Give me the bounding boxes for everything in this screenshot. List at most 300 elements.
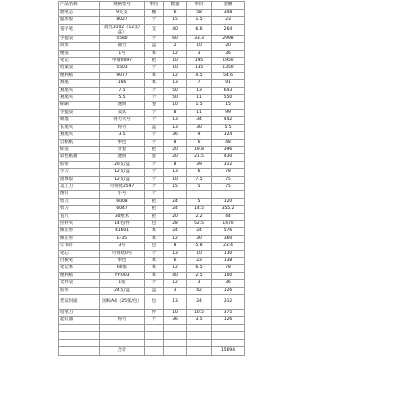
price-cell[interactable]: 52.5: [187, 220, 212, 227]
price-cell[interactable]: 58: [187, 10, 212, 17]
unit-cell[interactable]: 本: [145, 50, 164, 57]
empty-cell[interactable]: [164, 339, 187, 346]
name-cell[interactable]: 拉杆夹: [59, 220, 100, 227]
empty-cell: [245, 265, 300, 272]
empty-cell: [245, 139, 300, 146]
name-cell[interactable]: 燕尾: [59, 80, 100, 87]
unit-cell[interactable]: 本: [145, 72, 164, 79]
price-cell[interactable]: 14.5: [187, 206, 212, 213]
qty-cell[interactable]: 13: [164, 295, 187, 310]
amount-cell[interactable]: 78: [212, 169, 245, 176]
price-cell[interactable]: 6: [187, 169, 212, 176]
qty-cell[interactable]: 8: [164, 139, 187, 146]
empty-cell[interactable]: [59, 324, 100, 331]
amount-cell[interactable]: 355.2: [212, 206, 245, 213]
unit-cell[interactable]: 卷: [145, 102, 164, 109]
price-cell[interactable]: 2.5: [187, 272, 212, 279]
spec-cell[interactable]: 3.5: [100, 132, 145, 139]
amount-cell[interactable]: 1950: [212, 58, 245, 65]
empty-cell[interactable]: [187, 332, 212, 339]
spec-cell[interactable]: 30厘米: [100, 213, 145, 220]
amount-cell[interactable]: 130: [212, 250, 245, 257]
name-cell[interactable]: 燕尾夹: [59, 95, 100, 102]
empty-cell[interactable]: [145, 332, 164, 339]
price-cell[interactable]: 5: [187, 198, 212, 205]
qty-cell[interactable]: [164, 191, 187, 198]
unit-cell[interactable]: 本: [145, 235, 164, 242]
amount-cell[interactable]: 75: [212, 183, 245, 190]
table-row: [59, 295, 300, 310]
amount-cell[interactable]: 312: [212, 295, 245, 310]
spec-cell[interactable]: 6008: [100, 198, 145, 205]
empty-cell[interactable]: [59, 347, 100, 356]
name-cell[interactable]: 修正带: [59, 235, 100, 242]
table-row: [59, 228, 300, 235]
name-cell[interactable]: 档案袋: [59, 65, 100, 72]
spec-cell[interactable]: 6047: [100, 206, 145, 213]
price-cell[interactable]: 3.5: [187, 317, 212, 324]
header-cell[interactable]: 产品名称: [59, 2, 100, 10]
price-cell[interactable]: 34: [187, 117, 212, 124]
price-cell[interactable]: 24: [187, 228, 212, 235]
unit-cell[interactable]: 本: [145, 228, 164, 235]
name-cell[interactable]: 长尾夹: [59, 124, 100, 131]
price-cell[interactable]: 6.5: [187, 265, 212, 272]
empty-cell: [245, 58, 300, 65]
empty-cell[interactable]: [145, 324, 164, 331]
spec-cell[interactable]: 单色: [100, 139, 145, 146]
header-cell[interactable]: 单价: [187, 2, 212, 10]
empty-cell[interactable]: [59, 332, 100, 339]
unit-cell[interactable]: 个: [145, 250, 164, 257]
qty-cell[interactable]: 20: [164, 213, 187, 220]
spec-cell[interactable]: 5503: [100, 65, 145, 72]
name-cell[interactable]: 手提袋: [59, 109, 100, 116]
empty-cell: [245, 146, 300, 153]
empty-cell: [245, 72, 300, 79]
price-cell[interactable]: 33.3: [187, 35, 212, 42]
name-cell[interactable]: 直尺: [59, 213, 100, 220]
empty-cell[interactable]: [100, 324, 145, 331]
amount-cell[interactable]: 100: [212, 272, 245, 279]
unit-cell[interactable]: 个: [145, 132, 164, 139]
amount-cell[interactable]: 442: [212, 117, 245, 124]
empty-cell[interactable]: [100, 332, 145, 339]
amount-cell[interactable]: 5.5: [212, 124, 245, 131]
qty-cell[interactable]: 8: [164, 161, 187, 168]
amount-cell[interactable]: 2998: [212, 35, 245, 42]
price-cell[interactable]: 19.8: [187, 146, 212, 153]
empty-cell[interactable]: [164, 332, 187, 339]
name-cell[interactable]: 隐形胶: [59, 17, 100, 24]
name-cell[interactable]: 美工刀: [59, 183, 100, 190]
qty-cell[interactable]: 20: [164, 146, 187, 153]
table-row: [59, 35, 300, 42]
empty-cell[interactable]: [100, 339, 145, 346]
spec-cell[interactable]: 9077: [100, 72, 145, 79]
qty-cell[interactable]: 10: [164, 65, 187, 72]
spec-cell[interactable]: 单色: [100, 258, 145, 265]
spec-cell[interactable]: 14毛/件: [100, 220, 145, 227]
price-cell[interactable]: 3: [187, 280, 212, 287]
amount-cell[interactable]: 54.6: [212, 72, 245, 79]
qty-cell[interactable]: 15: [164, 183, 187, 190]
spec-cell[interactable]: 24支/盒: [100, 287, 145, 294]
qty-cell[interactable]: 36: [164, 317, 187, 324]
unit-cell[interactable]: 本: [145, 272, 164, 279]
name-cell[interactable]: 便签: [59, 50, 100, 57]
qty-cell[interactable]: 12: [164, 50, 187, 57]
unit-cell[interactable]: 盒: [145, 287, 164, 294]
empty-cell[interactable]: [187, 347, 212, 356]
unit-cell[interactable]: 个: [145, 317, 164, 324]
total-amount[interactable]: 15694: [212, 347, 245, 356]
price-cell[interactable]: 23: [187, 258, 212, 265]
table-row: [59, 213, 300, 220]
spec-cell[interactable]: 得力: [100, 317, 145, 324]
amount-cell[interactable]: 550: [212, 95, 245, 102]
empty-cell[interactable]: [164, 324, 187, 331]
name-cell[interactable]: 标签: [59, 146, 100, 153]
amount-cell[interactable]: 396: [212, 146, 245, 153]
qty-cell[interactable]: 3: [164, 287, 187, 294]
name-cell[interactable]: 便利贴: [59, 72, 100, 79]
price-cell[interactable]: 11: [187, 95, 212, 102]
unit-cell[interactable]: 把: [145, 58, 164, 65]
amount-cell[interactable]: 15: [212, 102, 245, 109]
unit-cell[interactable]: 个: [145, 65, 164, 72]
amount-cell[interactable]: 576: [212, 228, 245, 235]
amount-cell[interactable]: 48: [212, 139, 245, 146]
unit-cell[interactable]: 套: [145, 154, 164, 161]
qty-cell[interactable]: 50: [164, 87, 187, 94]
name-cell[interactable]: 文件袋: [59, 280, 100, 287]
unit-cell[interactable]: 个: [145, 183, 164, 190]
amount-cell[interactable]: 138: [212, 258, 245, 265]
name-cell[interactable]: 手提袋: [59, 35, 100, 42]
qty-cell[interactable]: 60: [164, 35, 187, 42]
name-cell[interactable]: 胶带: [59, 161, 100, 168]
qty-cell[interactable]: 2: [164, 43, 187, 50]
name-cell[interactable]: 笔记本: [59, 265, 100, 272]
qty-cell[interactable]: 36: [164, 132, 187, 139]
qty-cell[interactable]: 13: [164, 117, 187, 124]
qty-cell[interactable]: 12: [164, 235, 187, 242]
name-cell[interactable]: 燕尾夹: [59, 132, 100, 139]
empty-cell: [245, 339, 300, 346]
amount-cell[interactable]: 126: [212, 317, 245, 324]
unit-cell[interactable]: 个: [145, 139, 164, 146]
unit-cell[interactable]: 把: [145, 146, 164, 153]
name-cell[interactable]: 便利贴: [59, 272, 100, 279]
amount-cell[interactable]: 78: [212, 265, 245, 272]
unit-cell[interactable]: 包: [145, 220, 164, 227]
spec-cell[interactable]: 41601: [100, 228, 145, 235]
spec-cell[interactable]: 1号: [100, 50, 145, 57]
qty-cell[interactable]: 13: [164, 80, 187, 87]
spec-cell[interactable]: [100, 310, 145, 317]
empty-cell[interactable]: [59, 339, 100, 346]
header-cell[interactable]: 金额: [212, 2, 245, 10]
empty-cell[interactable]: [187, 339, 212, 346]
blank-row: [59, 324, 300, 331]
price-cell[interactable]: 7: [187, 80, 212, 87]
price-cell[interactable]: 2.2: [187, 213, 212, 220]
name-cell[interactable]: 回形: [59, 43, 100, 50]
spec-cell[interactable]: 镀力: [100, 43, 145, 50]
price-cell[interactable]: 7.5: [187, 176, 212, 183]
qty-cell[interactable]: 24: [164, 228, 187, 235]
unit-cell[interactable]: 把: [145, 206, 164, 213]
name-cell[interactable]: 燕尾夹: [59, 87, 100, 94]
qty-cell[interactable]: 28: [164, 220, 187, 227]
unit-cell[interactable]: 盒: [145, 124, 164, 131]
price-cell[interactable]: 42: [187, 287, 212, 294]
spec-cell[interactable]: E-35: [100, 235, 145, 242]
price-cell[interactable]: 39: [187, 161, 212, 168]
amount-cell[interactable]: 36: [212, 50, 245, 57]
name-cell[interactable]: 固体胶: [59, 176, 100, 183]
unit-cell[interactable]: 个: [145, 95, 164, 102]
header-cell[interactable]: 单位: [145, 2, 164, 10]
header-cell[interactable]: 数量: [164, 2, 187, 10]
price-cell[interactable]: 30: [187, 235, 212, 242]
spec-cell[interactable]: 12支/盒: [100, 176, 145, 183]
unit-cell[interactable]: 个: [145, 191, 164, 198]
empty-cell[interactable]: [212, 339, 245, 346]
price-cell[interactable]: 9: [187, 132, 212, 139]
qty-cell[interactable]: 13: [164, 250, 187, 257]
spec-cell[interactable]: 中滑0097: [100, 58, 145, 65]
name-cell[interactable]: 铅笔刀: [59, 310, 100, 317]
qty-cell[interactable]: 12: [164, 265, 187, 272]
unit-cell[interactable]: 个: [145, 161, 164, 168]
amount-cell[interactable]: 430: [212, 154, 245, 161]
name-cell[interactable]: 凭证封面: [59, 295, 100, 310]
unit-cell[interactable]: 个: [145, 35, 164, 42]
price-cell[interactable]: 11: [187, 109, 212, 116]
qty-cell[interactable]: 50: [164, 95, 187, 102]
name-cell[interactable]: 胶水: [59, 287, 100, 294]
amount-cell[interactable]: 126: [212, 287, 245, 294]
unit-cell[interactable]: 件: [145, 310, 164, 317]
total-label[interactable]: 合计: [100, 347, 145, 356]
qty-cell[interactable]: 40: [164, 272, 187, 279]
name-cell[interactable]: 图钉: [59, 191, 100, 198]
table-row: [59, 317, 300, 324]
spec-cell[interactable]: 7.5: [100, 87, 145, 94]
amount-cell[interactable]: 643: [212, 87, 245, 94]
qty-cell[interactable]: 6: [164, 258, 187, 265]
spec-cell[interactable]: 透明: [100, 154, 145, 161]
price-cell[interactable]: 24: [187, 295, 212, 310]
amount-cell[interactable]: 348: [212, 10, 245, 17]
empty-cell[interactable]: [187, 324, 212, 331]
price-cell[interactable]: 3: [187, 50, 212, 57]
spec-cell[interactable]: 牙套: [100, 146, 145, 153]
spec-cell[interactable]: 166: [100, 80, 145, 87]
name-cell[interactable]: 修正带: [59, 228, 100, 235]
price-cell[interactable]: 5: [187, 183, 212, 190]
name-cell[interactable]: 剪刀: [59, 206, 100, 213]
amount-cell[interactable]: 312: [212, 161, 245, 168]
spec-cell[interactable]: 5.5: [100, 95, 145, 102]
spec-cell[interactable]: 可得优0号: [100, 250, 145, 257]
unit-cell[interactable]: 盒: [145, 43, 164, 50]
empty-cell[interactable]: [145, 347, 164, 356]
name-cell[interactable]: 白板笔: [59, 258, 100, 265]
unit-cell[interactable]: 包: [145, 295, 164, 310]
spec-cell[interactable]: 60张: [100, 265, 145, 272]
unit-cell[interactable]: 把: [145, 213, 164, 220]
price-cell[interactable]: 135: [187, 65, 212, 72]
qty-cell[interactable]: 40: [164, 24, 187, 35]
spec-cell[interactable]: 3号: [100, 243, 145, 250]
amount-cell[interactable]: 44: [212, 213, 245, 220]
amount-cell[interactable]: 264: [212, 24, 245, 35]
empty-cell: [245, 295, 300, 310]
spec-cell[interactable]: 5580: [100, 35, 145, 42]
name-cell[interactable]: 自粘纸: [59, 139, 100, 146]
name-cell[interactable]: 剪刀: [59, 198, 100, 205]
price-cell[interactable]: 5.8: [187, 243, 212, 250]
unit-cell[interactable]: 本: [145, 265, 164, 272]
qty-cell[interactable]: 12: [164, 280, 187, 287]
empty-cell[interactable]: [212, 324, 245, 331]
spec-cell[interactable]: 小号: [100, 191, 145, 198]
qty-cell[interactable]: 24: [164, 198, 187, 205]
qty-cell[interactable]: 10: [164, 310, 187, 317]
qty-cell[interactable]: 10: [164, 176, 187, 183]
empty-cell: [245, 191, 300, 198]
empty-cell: [245, 2, 300, 10]
name-cell[interactable]: 油笔芯: [59, 10, 100, 17]
amount-cell[interactable]: 120: [212, 198, 245, 205]
amount-cell[interactable]: 1350: [212, 65, 245, 72]
qty-cell[interactable]: 10: [164, 102, 187, 109]
unit-cell[interactable]: 支: [145, 24, 164, 35]
amount-cell[interactable]: 99: [212, 109, 245, 116]
amount-cell[interactable]: [212, 191, 245, 198]
spec-cell[interactable]: 卖式: [100, 109, 145, 116]
empty-cell: [245, 235, 300, 242]
header-cell[interactable]: 规格型号: [100, 2, 145, 10]
unit-cell[interactable]: 桶: [145, 10, 164, 17]
spec-cell[interactable]: YY-003: [100, 272, 145, 279]
spec-cell[interactable]: 可得优2597: [100, 183, 145, 190]
qty-cell[interactable]: 8: [164, 243, 187, 250]
qty-cell[interactable]: 20: [164, 154, 187, 161]
amount-cell[interactable]: 23.4: [212, 243, 245, 250]
qty-cell[interactable]: 24: [164, 206, 187, 213]
table-row: [59, 117, 300, 124]
name-cell[interactable]: 签字笔: [59, 24, 100, 35]
price-cell[interactable]: [187, 191, 212, 198]
amount-cell[interactable]: 75: [212, 176, 245, 183]
price-cell[interactable]: 6.6: [187, 24, 212, 35]
qty-cell[interactable]: 10: [164, 58, 187, 65]
empty-cell[interactable]: [145, 339, 164, 346]
name-cell[interactable]: 笔芯: [59, 250, 100, 257]
unit-cell[interactable]: 包: [145, 243, 164, 250]
empty-cell: [245, 35, 300, 42]
price-cell[interactable]: 195: [187, 58, 212, 65]
qty-cell[interactable]: 13: [164, 124, 187, 131]
spec-cell[interactable]: 9元支: [100, 10, 145, 17]
spec-cell[interactable]: 20支/盒: [100, 161, 145, 168]
name-cell[interactable]: 标刷: [59, 102, 100, 109]
price-cell[interactable]: 10: [187, 43, 212, 50]
spec-cell[interactable]: 得力: [100, 124, 145, 131]
spec-cell[interactable]: 得力大号: [100, 117, 145, 124]
name-cell[interactable]: 起钉器: [59, 317, 100, 324]
unit-cell[interactable]: 本: [145, 258, 164, 265]
unit-cell[interactable]: 个: [145, 280, 164, 287]
table-row: [59, 58, 300, 65]
unit-cell[interactable]: 个: [145, 176, 164, 183]
name-cell[interactable]: 订书针: [59, 243, 100, 250]
qty-cell[interactable]: 12: [164, 72, 187, 79]
price-cell[interactable]: 4.5: [187, 72, 212, 79]
unit-cell[interactable]: 个: [145, 109, 164, 116]
spec-cell[interactable]: 国标A4（25张/包）: [100, 295, 145, 310]
amount-cell[interactable]: 375: [212, 310, 245, 317]
amount-cell[interactable]: 36: [212, 280, 245, 287]
spec-cell[interactable]: 8027: [100, 17, 145, 24]
unit-cell[interactable]: 个: [145, 169, 164, 176]
amount-cell[interactable]: 360: [212, 235, 245, 242]
price-cell[interactable]: 6: [187, 139, 212, 146]
blank-row: [59, 339, 300, 346]
unit-cell[interactable]: 个: [145, 17, 164, 24]
qty-cell[interactable]: 8: [164, 109, 187, 116]
amount-cell[interactable]: 23: [212, 17, 245, 24]
unit-cell[interactable]: 个: [145, 87, 164, 94]
empty-cell[interactable]: [212, 332, 245, 339]
spec-cell[interactable]: 12支/盒: [100, 169, 145, 176]
name-cell[interactable]: 彩色纸板: [59, 154, 100, 161]
qty-cell[interactable]: 6: [164, 10, 187, 17]
empty-cell: [245, 228, 300, 235]
amount-cell[interactable]: 324: [212, 132, 245, 139]
name-cell[interactable]: 小刀: [59, 169, 100, 176]
price-cell[interactable]: 10: [187, 250, 212, 257]
amount-cell[interactable]: 20: [212, 43, 245, 50]
amount-cell[interactable]: 1470: [212, 220, 245, 227]
amount-cell[interactable]: 91: [212, 80, 245, 87]
name-cell[interactable]: 笔记: [59, 58, 100, 65]
price-cell[interactable]: 21.5: [187, 154, 212, 161]
price-cell[interactable]: 13: [187, 87, 212, 94]
empty-cell: [245, 287, 300, 294]
price-cell[interactable]: 1.5: [187, 17, 212, 24]
unit-cell[interactable]: 把: [145, 198, 164, 205]
price-cell[interactable]: 30: [187, 124, 212, 131]
name-cell[interactable]: 喷墨: [59, 117, 100, 124]
spec-cell[interactable]: 透明: [100, 102, 145, 109]
unit-cell[interactable]: 本: [145, 80, 164, 87]
qty-cell[interactable]: 13: [164, 169, 187, 176]
spec-cell[interactable]: 晨光3102（12支/盒）: [100, 24, 145, 35]
empty-cell[interactable]: [164, 347, 187, 356]
product-table: [58, 1, 300, 356]
spec-cell[interactable]: 1张: [100, 280, 145, 287]
table-row: [59, 198, 300, 205]
price-cell[interactable]: 10.5: [187, 310, 212, 317]
qty-cell[interactable]: 15: [164, 17, 187, 24]
unit-cell[interactable]: 个: [145, 117, 164, 124]
price-cell[interactable]: 1.5: [187, 102, 212, 109]
